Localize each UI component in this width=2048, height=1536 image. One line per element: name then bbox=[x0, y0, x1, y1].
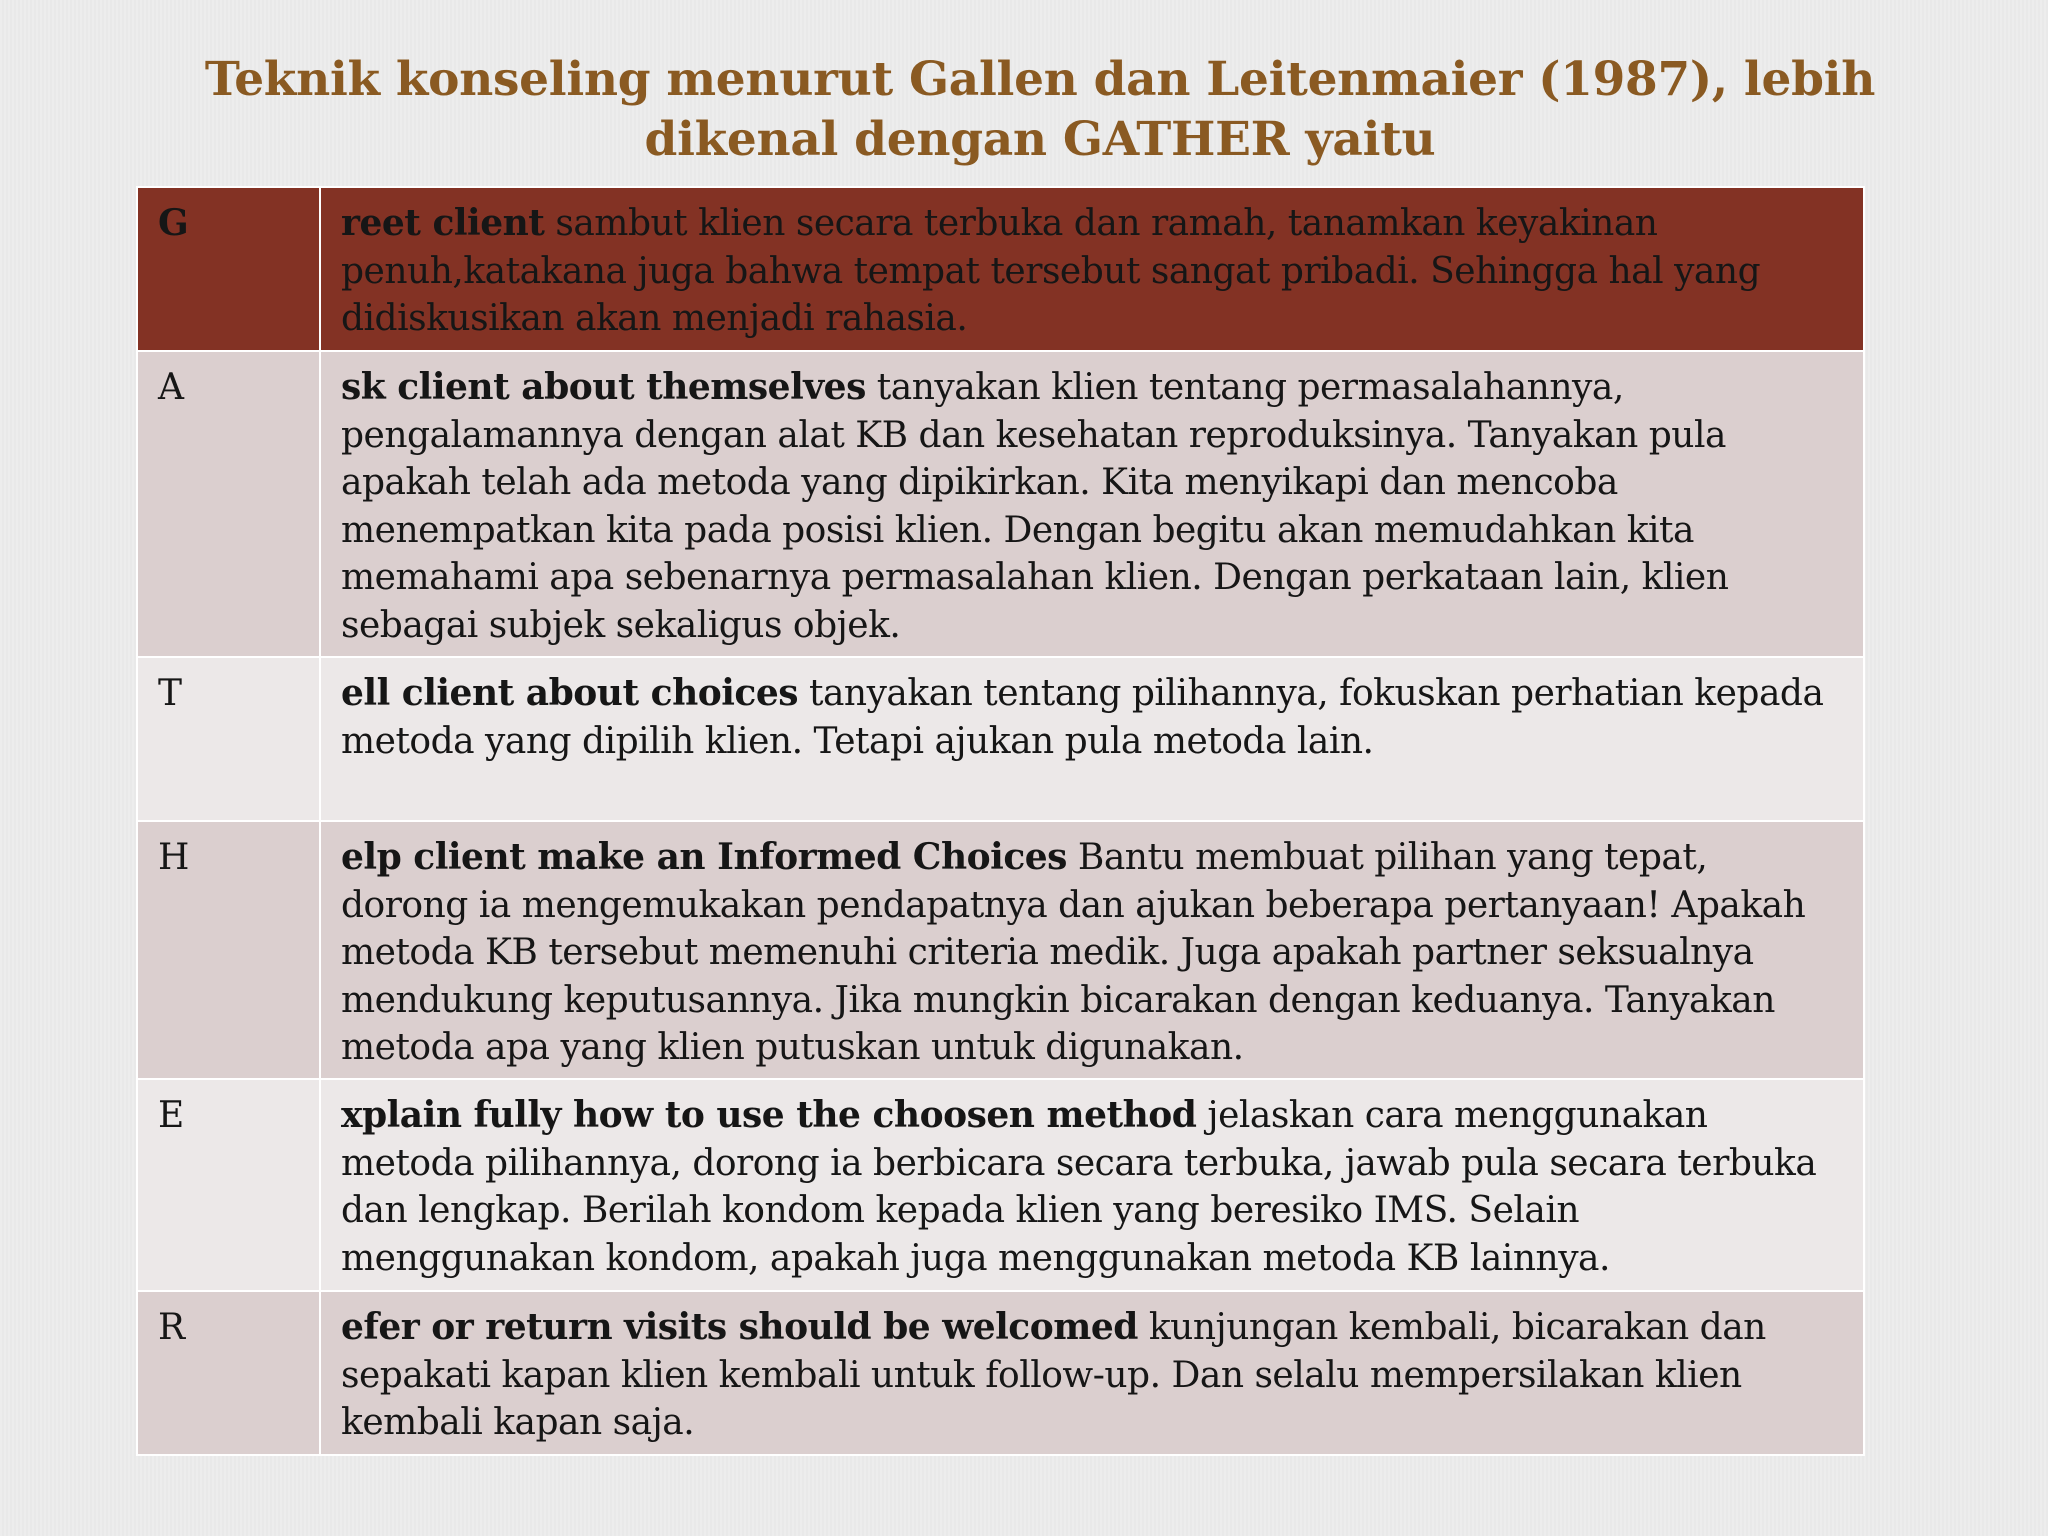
gather-letter: E bbox=[137, 1079, 320, 1291]
gather-text: jelaskan cara menggunakan metoda pilihannya, dorong ia berbicara secara terbuka, jawab pula secara terbuka dan lengkap. Berilah kondom kepada klien yang beresiko IMS. Selain menggunakan kondom, apakah juga menggunakan metoda KB lainnya. bbox=[341, 1095, 1817, 1279]
slide-title-line-1: Teknik konseling menurut Gallen dan Leitenmaier (1987), lebih bbox=[204, 52, 1876, 107]
gather-letter: H bbox=[137, 821, 320, 1079]
gather-row-t bbox=[137, 657, 1864, 821]
gather-description bbox=[320, 351, 1864, 657]
gather-term: efer or return visits should be welcomed bbox=[341, 1306, 1138, 1348]
gather-letter: G bbox=[137, 187, 320, 351]
gather-text: sambut klien secara terbuka dan ramah, tanamkan keyakinan penuh,katakana juga bahwa tempat tersebut sangat pribadi. Sehingga hal yang didiskusikan akan menjadi rahasia. bbox=[341, 203, 1761, 339]
gather-row-h bbox=[137, 821, 1864, 1079]
gather-term: ell client about choices bbox=[341, 672, 799, 714]
gather-letter: A bbox=[137, 351, 320, 657]
gather-description bbox=[320, 1291, 1864, 1455]
gather-term: elp client make an Informed Choices bbox=[341, 836, 1067, 878]
gather-description bbox=[320, 187, 1864, 351]
gather-row-a bbox=[137, 351, 1864, 657]
gather-description bbox=[320, 821, 1864, 1079]
gather-row-r bbox=[137, 1291, 1864, 1455]
gather-text: kunjungan kembali, bicarakan dan sepakati kapan klien kembali untuk follow-up. Dan selalu mempersilakan klien kembali kapan saja. bbox=[341, 1307, 1766, 1443]
gather-letter: T bbox=[137, 657, 320, 821]
gather-letter: R bbox=[137, 1291, 320, 1455]
gather-text: Bantu membuat pilihan yang tepat, dorong ia mengemukakan pendapatnya dan ajukan beberapa pertanyaan! Apakah metoda KB tersebut memenuhi criteria medik. Juga apakah partner seksualnya mendukung keputusannya. Jika mungkin bicarakan dengan keduanya. Tanyakan metoda apa yang klien putuskan untuk digunakan. bbox=[341, 837, 1806, 1068]
gather-term: sk client about themselves bbox=[341, 366, 866, 408]
gather-text: tanyakan klien tentang permasalahannya, pengalamannya dengan alat KB dan kesehatan reproduksinya. Tanyakan pula apakah telah ada metoda yang dipikirkan. Kita menyikapi dan mencoba menempatkan kita pada posisi klien. Dengan begitu akan memudahkan kita memahami apa sebenarnya permasalahan klien. Dengan perkataan lain, klien sebagai subjek sekaligus objek. bbox=[341, 367, 1729, 646]
gather-row-e bbox=[137, 1079, 1864, 1291]
gather-term: xplain fully how to use the choosen method bbox=[341, 1094, 1197, 1136]
gather-description bbox=[320, 657, 1864, 821]
gather-term: reet client bbox=[341, 202, 545, 244]
gather-row-g bbox=[137, 187, 1864, 351]
gather-description bbox=[320, 1079, 1864, 1291]
slide-title-line-2: dikenal dengan GATHER yaitu bbox=[644, 112, 1436, 167]
slide-title bbox=[160, 50, 1920, 170]
gather-text: tanyakan tentang pilihannya, fokuskan perhatian kepada metoda yang dipilih klien. Tetapi ajukan pula metoda lain. bbox=[341, 673, 1824, 762]
gather-table bbox=[136, 186, 1865, 1456]
